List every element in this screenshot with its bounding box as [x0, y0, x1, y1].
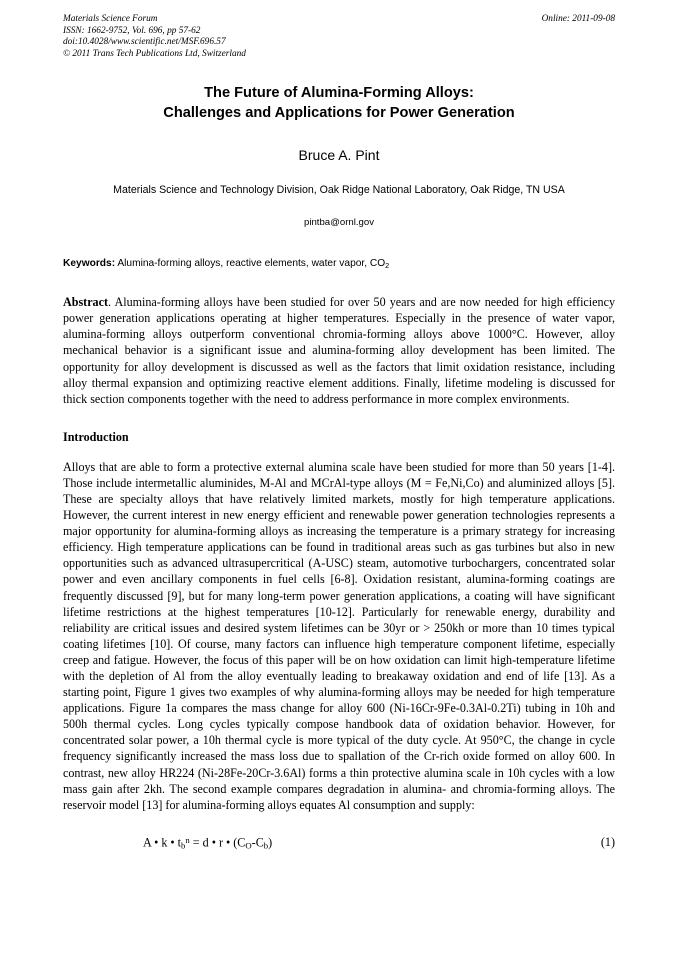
equation-sub-o: O: [245, 840, 252, 851]
equation-minus: -C: [251, 835, 264, 850]
equation-mid: = d • r • (C: [189, 835, 246, 850]
page-content: [63, 14, 615, 855]
author-email: pintba@ornl.gov: [303, 217, 374, 229]
journal-copyright: © 2011 Trans Tech Publications Ltd, Switzerland: [63, 48, 246, 59]
equation-lhs-subscript: b: [181, 840, 186, 851]
abstract-paragraph: [63, 294, 615, 407]
equation-1-number: (1): [600, 834, 615, 849]
equation-sub-b: b: [263, 840, 269, 851]
author-affiliation: Materials Science and Technology Division, Oak Ridge National Laboratory, Oak Ridge, TN USA: [113, 184, 565, 197]
title-line-1: The Future of Alumina-Forming Alloys:: [204, 85, 474, 102]
equation-1-row: [63, 835, 615, 855]
journal-header: [63, 14, 615, 60]
abstract-text: . Alumina-forming alloys have been studied for over 50 years and are now needed for high efficiency power generation applications operating at higher temperatures. Especially in the presence of water vapor, alumina-forming alloys outperform conventional chromia-forming alloys above 1000°C. However, alloy mechanical behavior is a significant issue and alumina-forming alloy development has been limited. The opportunity for alloy development is discussed as well as the factors that limit oxidation resistance, including alloy thermal expansion and optimizing reactive element additions. Finally, lifetime modeling is discussed for thick section components together with the need to address performance in more complex environments.: [63, 295, 615, 406]
journal-issn: ISSN: 1662-9752, Vol. 696, pp 57-62: [63, 25, 201, 36]
title-line-2: Challenges and Applications for Power Generation: [163, 105, 515, 122]
keywords-subscript: 2: [385, 261, 390, 271]
introduction-paragraph: Alloys that are able to form a protective external alumina scale have been studied for more than 50 years [1-4]. Those include intermetallic aluminides, M-Al and MCrAl-type alloys (M = Fe,Ni,Co) and aluminized alloys [5]. These are specialty alloys that have relatively limited markets, mostly for high temperature applications. However, the current interest in new energy efficient and renewable power generation technologies represents a major opportunity for alumina-forming alloys as increasing the temperature is a primary strategy for increasing efficiency. High temperature applications can be found in traditional areas such as gas turbines but also in new opportunities such as advanced ultrasupercritical (A-USC) steam, automotive turbochargers, concentrated solar power and even ancillary components in fuel cells [6-8]. Oxidation resistant, alumina-forming coatings are frequently discussed [9], but for many long-term power generation applications, a coating will have significant lifetime restrictions at the highest temperatures [10-12]. Particularly for renewable energy, durability and reliability are critical issues and desired system lifetimes can be 30yr or > 250kh or more than 10 times typical coating lifetimes [10]. Of course, many factors can influence high temperature component lifetime, especially creep and fatigue. However, the focus of this paper will be on how oxidation can limit high-temperature lifetime with the depletion of Al from the alloy eventually leading to breakaway oxidation and end of life [13]. As a starting point, Figure 1 gives two examples of why alumina-forming alloys may be needed for high temperature applications. Figure 1a compares the mass change for alloy 600 (Ni-16Cr-9Fe-0.3Al-0.2Ti) tubing in 10h and 500h thermal cycles. Long cycles typically compose handbook data of oxidation behavior. However, for concentrated solar power, a 10h thermal cycle is more typical of the duty cycle. At 950°C, the change in cycle frequency significantly increased the mass loss due to spallation of the Cr-rich oxide formed on alloy 600. In contrast, new alloy HR224 (Ni-28Fe-20Cr-3.6Al) forms a thin protective alumina scale in 10h cycles with a low mass gain after 2kh. The second example compares degradation in alumina- and chromia-forming alloys. The reservoir model [13] for alumina-forming alloys equates Al consumption and supply:: [63, 459, 615, 812]
keywords-text: Alumina-forming alloys, reactive elements, water vapor, CO: [115, 258, 386, 270]
author-name: Bruce A. Pint: [298, 147, 380, 164]
section-heading-introduction: Introduction: [63, 429, 129, 444]
equation-1-body: [143, 835, 272, 851]
equation-lhs-superscript: n: [185, 834, 190, 845]
equation-close: ): [268, 835, 273, 850]
journal-doi: doi:10.4028/www.scientific.net/MSF.696.57: [63, 37, 226, 48]
keywords-label: Keywords:: [63, 258, 116, 270]
journal-header-left: [63, 14, 463, 60]
page-title: [63, 83, 615, 123]
equation-lhs: A • k • t: [143, 835, 182, 850]
online-date: Online: 2011-09-08: [541, 14, 615, 24]
keywords-line: [63, 258, 615, 270]
journal-name: Materials Science Forum: [63, 14, 158, 24]
abstract-label: Abstract: [63, 295, 109, 310]
